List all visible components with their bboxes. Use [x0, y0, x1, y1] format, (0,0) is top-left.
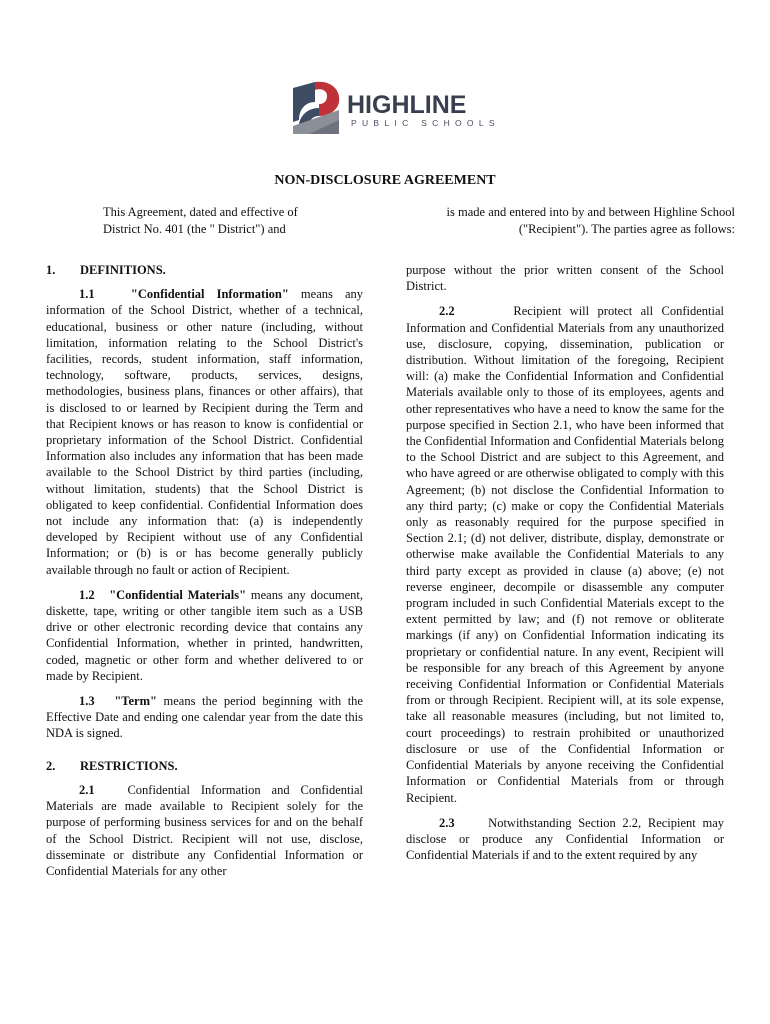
- clause-text: Confidential Information and Confidential Materials are made available to Recipient solely for the purpose of performing business services for and on the behalf of the School District. Recipient will not use, disclose, disseminate or distribute any Confidential Information or Confidential Materials for any other: [46, 782, 364, 878]
- defined-term: "Confidential Materials": [109, 587, 247, 602]
- clause-number: 2.2: [439, 304, 455, 319]
- clause-2-3: [406, 815, 724, 864]
- page-title: NON-DISCLOSURE AGREEMENT: [274, 173, 496, 188]
- clause-2-1: [46, 782, 363, 879]
- logo-subtitle: PUBLIC SCHOOLS: [351, 118, 500, 128]
- clause-1-2: [46, 587, 363, 684]
- logo-wordmark: HIGHLINE: [347, 91, 467, 119]
- section-title: DEFINITIONS.: [80, 263, 166, 277]
- intro-left-line2: District No. 401 (the " District") and: [103, 222, 286, 236]
- section-title: RESTRICTIONS.: [80, 758, 178, 773]
- clause-number: 2.1: [79, 782, 95, 797]
- left-column: [46, 262, 363, 879]
- intro-left-line1: This Agreement, dated and effective of: [103, 205, 298, 219]
- defined-term: "Term": [114, 694, 157, 709]
- clause-1-3: [46, 693, 363, 742]
- intro-right-line2: ("Recipient"). The parties agree as follows:: [518, 222, 735, 236]
- intro-right: [405, 204, 735, 238]
- clause-text: Notwithstanding Section 2.2, Recipient may disclose or produce any Confidential Information or Confidential Materials if and to the extent required by any: [406, 815, 725, 863]
- highline-logo-mark-icon: [291, 80, 343, 136]
- section-heading-restrictions: [46, 758, 363, 774]
- clause-text: means any information of the School District, whether of a technical, educational, business or other nature (including, without limitation, information relating to the School District's facilities, records, student information, staff information, technology, software, products, services, designs, methodologies, business plans, finances or other affairs), that is disclosed to or learned by Recipient during the Term and that Recipient knows or has reason to know is confidential or proprietary information of the School District. Confidential Information also includes any information that has been made available to the School District by third parties (including, without limitation, students) that the School District is obligated to keep confidential. Confidential Information does not include any information that: (a) is independently developed by Recipient without use of any Confidential Information; or (b) is or has become generally publicly available through no fault or action of Recipient.: [46, 287, 364, 577]
- clause-2-2: [406, 303, 724, 805]
- clause-text: means any document, diskette, tape, writing or other tangible item such as a USB drive or other electronic recording device that contains any Confidential Information, whether in printed, handwritten, coded, magnetic or other form and whether delivered to or made by Recipient.: [46, 587, 364, 683]
- clause-number: 1.2: [79, 587, 95, 602]
- highline-logo: [291, 80, 500, 136]
- right-column: [406, 262, 724, 863]
- defined-term: "Confidential Information": [130, 287, 289, 302]
- intro-left: [103, 204, 333, 238]
- clause-2-1-continued: purpose without the prior written consent of the School District.: [406, 263, 724, 294]
- clause-number: 1.1: [79, 287, 95, 302]
- section-heading-definitions: [46, 262, 363, 278]
- intro-right-line1: is made and entered into by and between Highline School: [446, 205, 735, 219]
- clause-number: 1.3: [79, 694, 95, 709]
- section-number: 1.: [46, 263, 56, 277]
- section-number: 2.: [46, 758, 56, 773]
- clause-text: Recipient will protect all Confidential Information and Confidential Materials from any unauthorized use, disclosure, copying, dissemination, publication or distribution. Without limitation of the foregoing, Recipient will: (a) make the Confidential Information and Confidential Materials available only to those of its employees, agents and other representatives who have a need to know the same for the purpose specified in Section 2.1, who have been informed that the Confidential Information and Confidential Materials belong to the School District and are subject to this Agreement, and who have agreed or are otherwise obligated to comply with this Agreement; (b) not disclose the Confidential Information to any third party; (c) make or copy the Confidential Materials only as reasonably required for the purpose specified in Section 2.1; (d) not deliver, distribute, display, demonstrate or otherwise make available the Confidential Materials to any third party except as provided in clause (a) above; (e) not reverse engineer, decompile or disassemble any computer program included in such Confidential Materials except to the extent permitted by law; and (f) not remove or obliterate markings (if any) on Confidential Information indicating its proprietary or confidential nature. In any event, Recipient will be responsible for any breach of this Agreement by anyone receiving Confidential Information or Confidential Materials from or through Recipient. Recipient will, at its sole expense, take all reasonable measures (including, but not limited to, court proceedings) to restrain prohibited or unauthorized disclosure or use of the Confidential Information or Confidential Materials by anyone receiving the Confidential Information or Confidential Materials from or through Recipient.: [406, 304, 724, 805]
- clause-number: 2.3: [439, 815, 455, 830]
- clause-text: means the period beginning with the Effective Date and ending one calendar year from the date this NDA is signed.: [46, 694, 363, 741]
- clause-1-1: [46, 286, 363, 578]
